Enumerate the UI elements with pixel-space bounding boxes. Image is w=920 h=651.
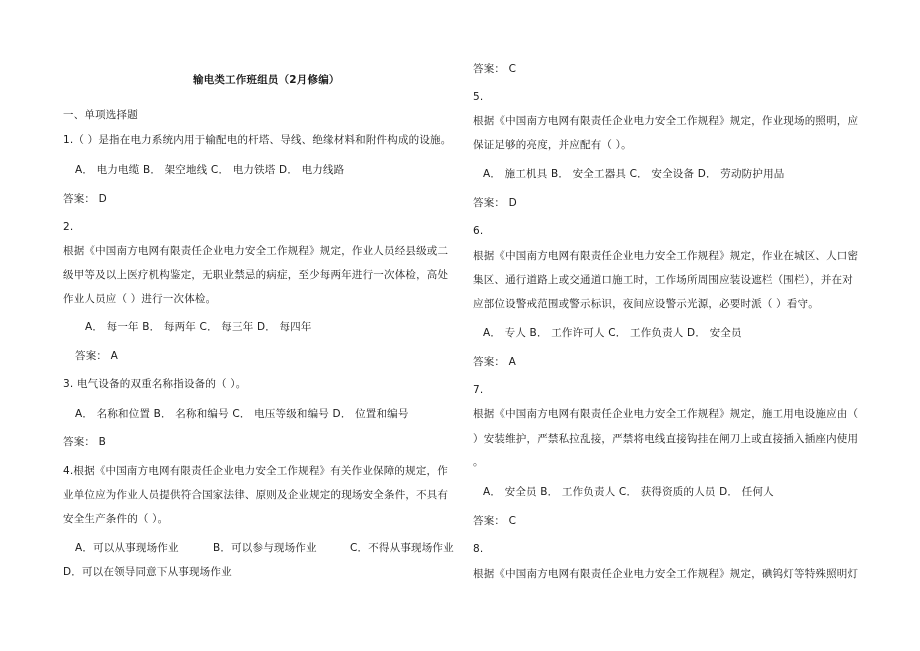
q1-options: A． 电力电缆 B． 架空地线 C． 电力铁塔 D． 电力线路: [75, 164, 345, 176]
q3-options: A． 名称和位置 B． 名称和编号 C． 电压等级和编号 D． 位置和编号: [75, 408, 409, 420]
q2-stem-line1: 根据《中国南方电网有限责任企业电力安全工作规程》规定，作业人员经县级或二: [63, 245, 449, 257]
q2-stem-line3: 作业人员应（ ）进行一次体检。: [63, 293, 217, 305]
q4-answer: 答案： C: [473, 63, 517, 75]
q5-number: 5.: [473, 91, 484, 103]
q4-option-d: D．可以在领导同意下从事现场作业: [63, 566, 232, 578]
q7-stem-line2: ）安装维护，严禁私拉乱接，严禁将电线直接钩挂在闸刀上或直接插入插座内使用: [473, 433, 859, 445]
q4-option-c: C．不得从事现场作业: [350, 542, 454, 554]
q2-stem-line2: 级甲等及以上医疗机构鉴定，无职业禁忌的病症，至少每两年进行一次体检，高处: [63, 269, 449, 281]
q7-options: A． 安全员 B． 工作负责人 C． 获得资质的人员 D． 任何人: [483, 486, 774, 498]
q2-options: A． 每一年 B． 每两年 C． 每三年 D． 每四年: [85, 321, 312, 333]
q4-option-b: B．可以参与现场作业: [213, 542, 317, 554]
q6-options: A． 专人 B． 工作许可人 C． 工作负责人 D． 安全员: [483, 327, 742, 339]
q8-number: 8.: [473, 543, 484, 555]
q4-stem-line1: 4.根据《中国南方电网有限责任企业电力安全工作规程》有关作业保障的规定，作: [63, 465, 448, 477]
q7-stem-line1: 根据《中国南方电网有限责任企业电力安全工作规程》规定，施工用电设施应由（: [473, 408, 859, 420]
q2-answer: 答案： A: [75, 350, 119, 362]
q4-stem-line3: 安全生产条件的（ ）。: [63, 513, 169, 525]
q3-stem: 3. 电气设备的双重名称指设备的（ ）。: [63, 378, 247, 390]
q6-stem-line1: 根据《中国南方电网有限责任企业电力安全工作规程》规定，作业在城区、人口密: [473, 250, 859, 262]
document-title: 输电类工作班组员（2月修编）: [193, 74, 340, 86]
q2-number: 2.: [63, 221, 74, 233]
q6-stem-line3: 应部位设警戒范围或警示标识，夜间应设警示光源，必要时派（ ）看守。: [473, 298, 819, 310]
q6-answer: 答案： A: [473, 356, 517, 368]
section-heading: 一、单项选择题: [63, 109, 138, 121]
q8-stem-line1: 根据《中国南方电网有限责任企业电力安全工作规程》规定，碘钨灯等特殊照明灯: [473, 568, 859, 580]
q6-number: 6.: [473, 225, 484, 237]
q5-stem-line1: 根据《中国南方电网有限责任企业电力安全工作规程》规定，作业现场的照明，应: [473, 115, 859, 127]
q7-number: 7.: [473, 384, 484, 396]
q1-stem: 1.（ ）是指在电力系统内用于输配电的杆塔、导线、绝缘材料和附件构成的设施。: [63, 134, 452, 146]
q5-options: A． 施工机具 B． 安全工器具 C． 安全设备 D． 劳动防护用品: [483, 168, 785, 180]
q6-stem-line2: 集区、通行道路上或交通道口施工时，工作场所周围应装设遮栏（围栏），并在对: [473, 274, 853, 286]
q5-stem-line2: 保证足够的亮度，并应配有（ ）。: [473, 139, 632, 151]
q7-answer: 答案： C: [473, 515, 517, 527]
q1-answer: 答案： D: [63, 193, 107, 205]
q7-stem-line3: 。: [473, 456, 484, 468]
q4-option-a: A．可以从事现场作业: [75, 542, 179, 554]
q4-stem-line2: 业单位应为作业人员提供符合国家法律、原则及企业规定的现场安全条件，不具有: [63, 489, 449, 501]
q5-answer: 答案： D: [473, 197, 517, 209]
q3-answer: 答案： B: [63, 436, 107, 448]
